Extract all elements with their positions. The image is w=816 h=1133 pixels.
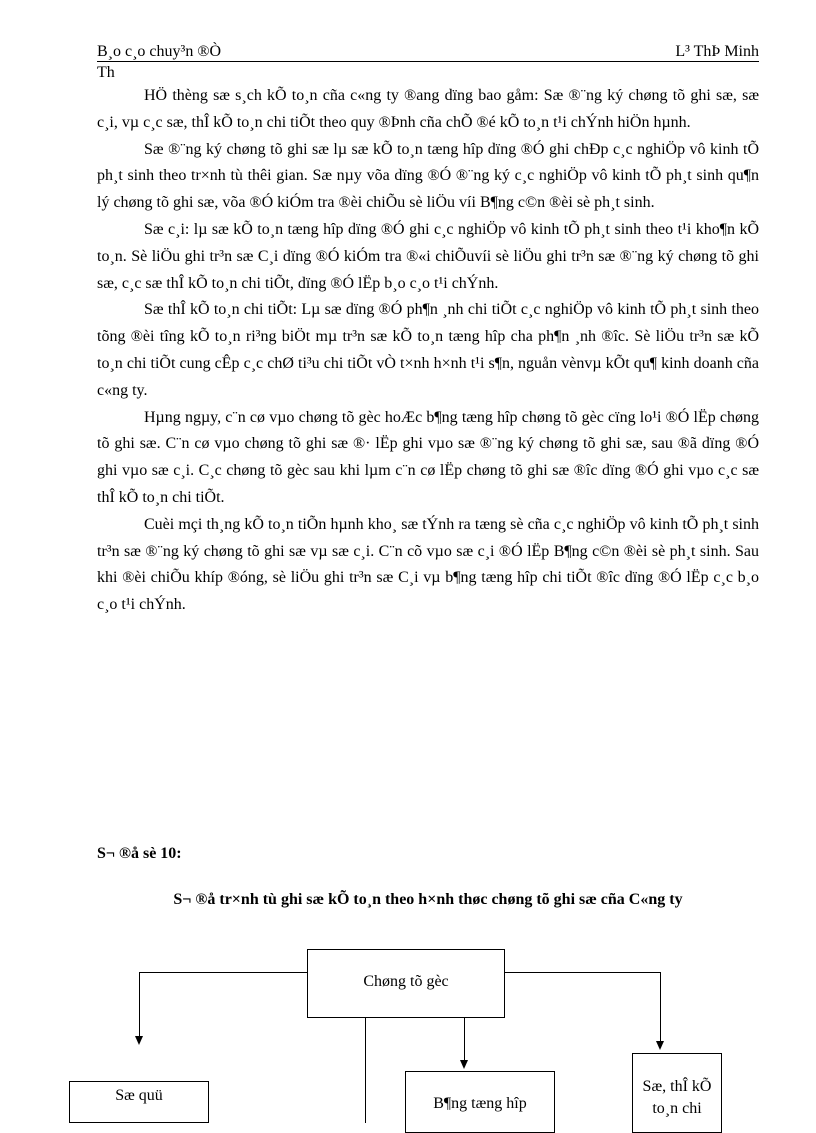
- connector-line: [660, 972, 661, 1042]
- paragraph: Sæ ®¨ng ký chøng tõ ghi sæ lµ sæ kÕ to¸n tæng hîp dïng ®Ó ghi chÐp c¸c nghiÖp vô kinh tÕ ph¸t sinh theo tr×nh tù thêi gian. Sæ nµy võa dïng ®Ó ®¨ng ký c¸c nghiÖp vô kinh tÕ ph¸t sinh qu¶n lý chøng tõ ghi sæ, võa ®Ó kiÓm tra ®èi chiÕu sè liÖu víi B¶ng c©n ®èi sè ph¸t sinh.: [97, 140, 759, 212]
- source-documents-label: Chøng tõ gèc: [363, 973, 449, 990]
- connector-line: [139, 972, 140, 1037]
- paragraph: HÖ thèng sæ s¸ch kÕ to¸n cña c«ng ty ®ang dïng bao gåm: Sæ ®¨ng ký chøng tõ ghi sæ, sæ c¸i, vµ c¸c sæ, thÎ kÕ to¸n chi tiÕt theo quy ®Þnh cña chÕ ®é kÕ to¸n t¹i chÝnh hiÖn hµnh.: [97, 87, 759, 131]
- paragraph: Cuèi mçi th¸ng kÕ to¸n tiÕn hµnh kho¸ sæ tÝnh ra tæng sè cña c¸c nghiÖp vô kinh tÕ ph¸t sinh tr³n sæ ®¨ng ký chøng tõ ghi sæ vµ sæ c¸i. C¨n cõ vµo sæ c¸i ®Ó lËp B¶ng c©n ®èi sè ph¸t sinh. Sau khi ®èi chiÕu khíp ®óng, sè liÖu ghi tr³n sæ C¸i vµ b¶ng tæng hîp chi tiÕt ®îc dïng ®Ó lËp c¸c b¸o c¸o t¹i chÝnh.: [97, 515, 759, 614]
- connector-line: [139, 972, 307, 973]
- source-documents-box: [307, 949, 505, 1018]
- arrow-head: [656, 1041, 664, 1050]
- paragraph: Sæ c¸i: lµ sæ kÕ to¸n tæng hîp dïng ®Ó ghi c¸c nghiÖp vô kinh tÕ ph¸t sinh theo t¹i kho¶n kÕ to¸n. Sè liÖu ghi tr³n sæ C¸i dïng ®Ó kiÓm tra ®«i chiÕuvíi sè liÖu ghi tr³n sæ ®¨ng ký chøng tõ ghi sæ, c¸c sæ thÎ kÕ to¸n chi tiÕt, dïng ®Ó lËp b¸o c¸o t¹i chÝnh.: [97, 220, 759, 292]
- detail-ledger-label-line1: Sæ, thÎ kÕ: [642, 1078, 712, 1095]
- cash-book-box: [69, 1081, 209, 1123]
- cash-book-label: Sæ quü: [115, 1087, 163, 1104]
- detail-ledger-box: [632, 1053, 722, 1133]
- diagram-label: S¬ ®å sè 10:: [97, 845, 182, 862]
- detail-ledger-label-line2: to¸n chi: [652, 1100, 702, 1117]
- connector-line: [504, 972, 661, 973]
- connector-line: [365, 1017, 366, 1123]
- arrow-head: [135, 1036, 143, 1045]
- connector-line: [464, 1017, 465, 1061]
- document-body: [97, 83, 759, 619]
- header-author: L³ ThÞ Minh: [675, 43, 759, 60]
- paragraph: Sæ thÎ kÕ to¸n chi tiÕt: Lµ sæ dïng ®Ó ph¶n ¸nh chi tiÕt c¸c nghiÖp vô kinh tÕ ph¸t sinh theo tõng ®èi tîng kÕ to¸n ri³ng biÖt mµ tr³n sæ kÕ to¸n tæng hîp cha ph¶n ¸nh ®îc. Sè liÖu tr³n sæ kÕ to¸n chi tiÕt cung cÊp c¸c chØ ti³u chi tiÕt vÒ t×nh h×nh t¹i s¶n, nguån vènvµ kÕt qu¶ kinh doanh cña c«ng ty.: [97, 301, 759, 399]
- page-header: [97, 42, 759, 62]
- diagram-title: S¬ ®å tr×nh tù ghi sæ kÕ to¸n theo h×nh thøc chøng tõ ghi sæ cña C«ng ty: [173, 891, 683, 908]
- summary-table-label: B¶ng tæng hîp: [433, 1095, 527, 1112]
- header-author-continuation: Th: [97, 64, 115, 81]
- arrow-head: [460, 1060, 468, 1069]
- summary-table-box: [405, 1071, 555, 1133]
- header-report-title: B¸o c¸o chuy³n ®Ò: [97, 43, 222, 60]
- paragraph: Hµng ngµy, c¨n cø vµo chøng tõ gèc hoÆc b¶ng tæng hîp chøng tõ gèc cïng lo¹i ®Ó lËp chøng tõ ghi sæ. C¨n cø vµo chøng tõ ghi sæ ®· lËp ghi vµo sæ ®¨ng ký chøng tõ ghi sæ, sau ®ã dïng ®Ó ghi vµo sæ c¸i. C¸c chøng tõ gèc sau khi lµm c¨n cø lËp chøng tõ ghi sæ ®îc dïng ®Ó ghi vµo c¸c sæ thÎ kÕ to¸n chi tiÕt.: [97, 408, 759, 506]
